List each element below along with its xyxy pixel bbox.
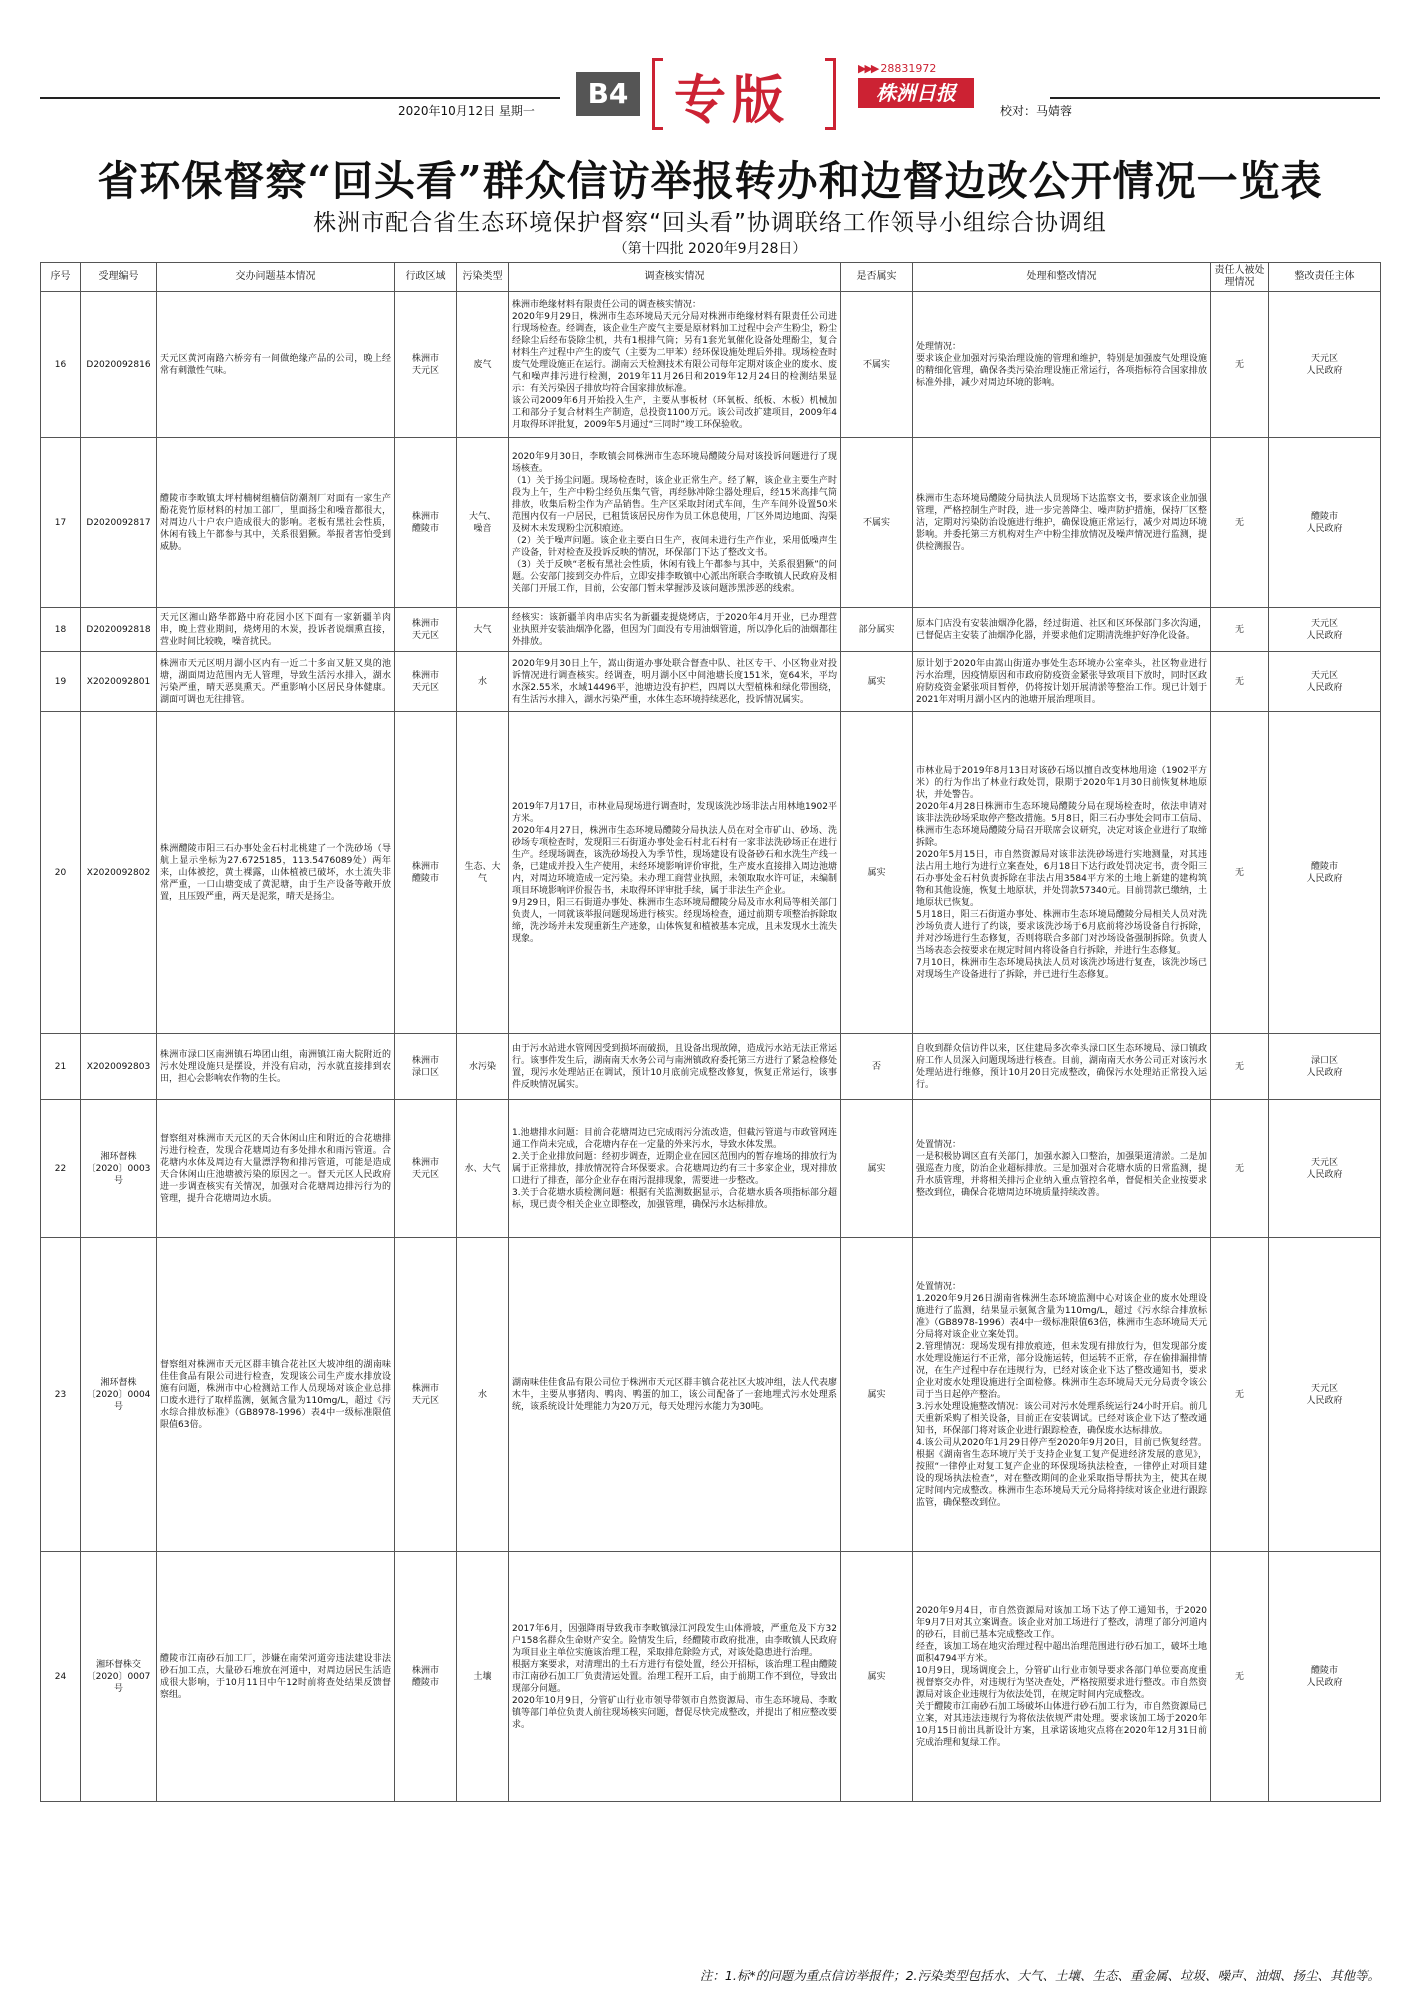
row-type-cell — [457, 712, 509, 1034]
row-owner: 天元区 人民政府 — [1306, 1157, 1343, 1180]
issue-date: 2020年10月12日 星期一 — [398, 104, 535, 118]
row-no: 19 — [54, 676, 67, 687]
row-issue: 株洲市天元区明月湖小区内有一近二十多亩又脏又臭的池塘，湖面周边范围内无人管理，导致生活污水排入，湖水污染严重，晴天恶臭熏天。严重影响小区居民身体健康。湖面可调也无往排管。 — [160, 658, 391, 705]
row-survey: 2020年9月30日上午，嵩山街道办事处联合督查中队、社区专干、小区物业对投诉情况进行调查核实。经调查，明月湖小区中间池塘长度151米，宽64米，平均水深2.55米，水域14496平，池塘边没有护栏，四周以大型植株和绿化带围绕，有生活污水排入，湖水污染严重，水体生态环境持续恶化，投诉情况属实。 — [512, 658, 837, 705]
row-region-cell — [395, 1034, 457, 1100]
row-type: 水污染 — [468, 1061, 496, 1072]
row-verified: 属实 — [867, 1389, 886, 1400]
row-code-cell — [81, 1100, 157, 1238]
row-owner-cell — [1269, 1100, 1381, 1238]
row-punish-cell — [1211, 438, 1269, 608]
row-handling-cell — [913, 1100, 1211, 1238]
row-issue: 天元区黄河南路六桥旁有一间做绝缘产品的公司，晚上经常有刺激性气味。 — [160, 353, 391, 376]
row-survey-cell — [509, 1238, 841, 1552]
header-survey: 调查核实情况 — [509, 263, 841, 292]
row-issue: 督察组对株洲市天元区的天合休闲山庄和附近的合花塘排污进行检查，发现合花塘周边有多处排水和雨污管道。合花塘内水体及周边有大量漂浮物和排污管道，可能是造成天合休闲山庄池塘被污染的原因之一。督天元区人民政府进一步调查核实有关情况，加强对合花塘周边排污行为的管理，提升合花塘周边水质。 — [160, 1133, 391, 1204]
row-punish: 无 — [1234, 676, 1244, 687]
header-verified: 是否属实 — [841, 263, 913, 292]
row-survey: 经核实：该新疆羊肉串店实名为新疆麦提烧烤店，于2020年4月开业，已办理营业执照并安装油烟净化器，但因为门面没有专用油烟管道，所以净化后的油烟都往外排放。 — [512, 612, 837, 647]
row-type: 大气 — [473, 624, 492, 635]
row-owner-cell — [1269, 608, 1381, 652]
row-survey: 湖南味佳佳食品有限公司位于株洲市天元区群丰镇合花社区大坡冲组，法人代表廖木牛，主要从事猪肉、鸭肉、鸭蛋的加工，该公司配备了一套地埋式污水处理系统，该系统设计处理能力为20万元，每天处理污水能力为30吨。 — [512, 1377, 837, 1412]
section-name: 专版 — [674, 70, 791, 131]
row-region: 株洲市 天元区 — [411, 1157, 439, 1180]
row-survey-cell — [509, 1552, 841, 1802]
row-owner: 醴陵市 人民政府 — [1306, 1665, 1343, 1688]
row-survey-cell — [509, 292, 841, 438]
row-region-cell — [395, 1238, 457, 1552]
table-row — [41, 438, 1381, 608]
row-code-cell — [81, 1238, 157, 1552]
row-handling: 株洲市生态环境局醴陵分局执法人员现场下达监察文书，要求该企业加强管理，严格控制生产时段，进一步完善降尘、噪声防护措施，保持厂区整洁，定期对污染防治设施进行维护，确保设施正常运行，减少对周边环境影响。并委托第三方机构对生产中粉尘排放情况及噪声情况进行监测，提供检测报告。 — [916, 493, 1207, 552]
table-row — [41, 292, 1381, 438]
masthead-rule-right — [1050, 97, 1380, 99]
row-survey: 株洲市绝缘材料有限责任公司的调查核实情况： 2020年9月29日，株洲市生态环境局天元分局对株洲市绝缘材料有限责任公司进行现场检查。经调查，该企业生产废气主要是原材料加工过程中会产生粉尘，粉尘经除尘后经布袋除尘机，共有1根排气筒；另有1套光氧催化设备处理酚尘，复合材料生产过程中产生的废气（主要为二甲苯）经环保设施处理后外排。现场检查时废气处理设施正在运行。湖南云天检测技术有限公司每年定期对该企业的废水、废气和噪声排污进行检测，2019年11月26日和2019年12月24日的检测结果显示：有关污染因子排放均符合国家排放标准。 该公司2009年6月开始投入生产，主要从事板材（环氧板、纸板、木板）机械加工和部分子复合材料生产制造，总投资1100万元。该公司改扩建项目，2009年4月取得环评批复，2009年5月通过“三同时”竣工环保验收。 — [512, 299, 837, 430]
row-code: X2020092801 — [86, 676, 151, 687]
row-verified-cell — [841, 1034, 913, 1100]
row-region-cell — [395, 438, 457, 608]
row-survey-cell — [509, 438, 841, 608]
row-code: X2020092803 — [86, 1061, 151, 1072]
row-owner: 天元区 人民政府 — [1306, 670, 1343, 693]
masthead-rule-left — [40, 97, 560, 99]
table-row — [41, 1100, 1381, 1238]
row-no-cell — [41, 292, 81, 438]
row-owner-cell — [1269, 712, 1381, 1034]
row-handling-cell — [913, 712, 1211, 1034]
row-verified: 属实 — [867, 676, 886, 687]
row-survey: 2017年6月，因强降雨导致我市李畋镇渌江河段发生山体滑坡，严重危及下方32户158名群众生命财产安全。险情发生后，经醴陵市政府批准，由李畋镇人民政府为项目业主单位实施该治理工程，采取排危除险方式，对该处隐患进行治理。 根据方案要求，对清理出的土石方进行有偿处置，经公开招标，该治理工程由醴陵市江南砂石加工厂负责清运处置。治理工程开工后，由于前期工作不到位，导致出现部分问题。 2020年10月9日，分管矿山行业市领导带领市自然资源局、市生态环境局、李畋镇等部门单位负责人前往现场核实问题，督促尽快完成整改，并提出了相应整改要求。 — [512, 1623, 837, 1730]
row-punish-cell — [1211, 608, 1269, 652]
row-verified: 属实 — [867, 1163, 886, 1174]
row-code-cell — [81, 1034, 157, 1100]
row-issue-cell — [157, 1238, 395, 1552]
row-type: 水 — [477, 1389, 487, 1400]
row-region-cell — [395, 1100, 457, 1238]
row-verified-cell — [841, 712, 913, 1034]
row-handling: 处置情况： 一是积极协调区直有关部门，加强水源入口整治，加强渠道清淤。二是加强巡查力度，防治企业超标排放。三是加强对合花塘水质的日常监测，提升水质管理，并将相关排污企业纳入重点管控名单，督促相关企业按要求整改到位，确保合花塘周边环境质量持续改善。 — [916, 1139, 1207, 1198]
row-handling: 原计划于2020年由嵩山街道办事处生态环境办公室牵头，社区物业进行污水治理，因疫情原因和市政府防疫资金紧张导致项目下放时，同时区政府防疫资金紧张项目暂停，仍将按计划开展清淤等整治工作。现已计划于2021年对明月湖小区内的池塘开展治理项目。 — [916, 658, 1207, 705]
row-no-cell — [41, 1100, 81, 1238]
row-punish: 无 — [1234, 359, 1244, 370]
table-header-row — [41, 263, 1381, 292]
row-handling-cell — [913, 1034, 1211, 1100]
row-handling-cell — [913, 438, 1211, 608]
row-region-cell — [395, 608, 457, 652]
page-title: 省环保督察“回头看”群众信访举报转办和边督边改公开情况一览表 — [97, 157, 1323, 205]
page-number: B4 — [576, 72, 640, 116]
row-owner: 天元区 人民政府 — [1306, 1383, 1343, 1406]
row-survey: 2020年9月30日，李畋镇会同株洲市生态环境局醴陵分局对该投诉问题进行了现场核查。 （1）关于扬尘问题。现场检查时，该企业正常生产。经了解，该企业主要生产时段为上午，生产中粉尘经负压集气管，再经脉冲除尘器处理后，经15米高排气筒排放，收集后粉尘作为产品销售。生产区采取封闭式车间，生产车间外设置50米范围内仅有一户居民，已租赁该居民房作为员工休息使用，厂区外周边地面、沟渠及树木未发现粉尘沉积痕迹。 （2）关于噪声问题。该企业主要白日生产，夜间未进行生产作业，采用低噪声生产设备，针对检查及投诉反映的情况，环保部门下达了整改文书。 （3）关于反映“老板有黑社会性质，休闲有钱上午都参与其中，关系很猖獗”的问题。公安部门接到交办件后，立即安排李畋镇中心派出所联合李畋镇人民政府及相关部门开展工作，目前，公安部门暂未掌握涉及该问题涉黑涉恶的线索。 — [512, 451, 837, 594]
row-issue: 醴陵市李畋镇太坪村楠树组楠信防潮剂厂对面有一家生产酚花瓷竹原材料的村加工部厂，里面扬尘和噪音都很大，对周边八十户农户造成很大的影响。老板有黑社会性质，休闲有钱上午都参与其中，关系很猖獗。举报者害怕受到威胁。 — [160, 493, 391, 552]
footnote: 注：1.标*的问题为重点信访举报件；2.污染类型包括水、大气、土壤、生态、重金属、垃圾、噪声、油烟、扬尘、其他等。 — [699, 1968, 1380, 1983]
row-survey-cell — [509, 608, 841, 652]
row-verified: 否 — [871, 1061, 881, 1072]
table-body — [41, 292, 1381, 1802]
row-punish-cell — [1211, 652, 1269, 712]
row-code: D2020092816 — [86, 359, 151, 370]
row-verified-cell — [841, 292, 913, 438]
row-issue-cell — [157, 292, 395, 438]
row-type-cell — [457, 608, 509, 652]
row-issue: 株洲醴陵市阳三石办事处金石村北桃建了一个洗砂场（导航上显示坐标为27.6725185，113.5476089处）两年来，山体被挖，黄土裸露，山体植被已破坏，水土流失非常严重，一口山塘变成了黄泥塘，由于生产设备等敞开放置，且压毁严重，两天是泥浆，晴天是扬尘。 — [160, 843, 391, 902]
row-survey-cell — [509, 712, 841, 1034]
row-region: 株洲市 醴陵市 — [411, 1665, 439, 1688]
row-handling-cell — [913, 608, 1211, 652]
row-verified: 部分属实 — [858, 624, 895, 635]
row-no-cell — [41, 1238, 81, 1552]
header-handling: 处理和整改情况 — [913, 263, 1211, 292]
row-region-cell — [395, 712, 457, 1034]
row-no: 17 — [54, 517, 67, 528]
row-owner: 醴陵市 人民政府 — [1306, 511, 1343, 534]
row-no: 23 — [54, 1389, 67, 1400]
row-issue: 株洲市渌口区南洲镇石埠团山组，南洲镇江南大院附近的污水处理设施只是摆设，并没有启动，污水就直接排到农田，担心会影响农作物的生长。 — [160, 1049, 391, 1084]
row-type-cell — [457, 292, 509, 438]
row-issue-cell — [157, 1552, 395, 1802]
row-region: 株洲市 醴陵市 — [411, 861, 439, 884]
header-region: 行政区域 — [395, 263, 457, 292]
row-code-cell — [81, 652, 157, 712]
row-region: 株洲市 天元区 — [411, 618, 439, 641]
row-verified-cell — [841, 1100, 913, 1238]
row-no: 20 — [54, 867, 67, 878]
row-issue-cell — [157, 608, 395, 652]
row-code: 湘环督株交 〔2020〕0007 号 — [86, 1659, 151, 1694]
row-type-cell — [457, 652, 509, 712]
row-punish-cell — [1211, 712, 1269, 1034]
header-issue: 交办问题基本情况 — [157, 263, 395, 292]
row-issue-cell — [157, 652, 395, 712]
row-no: 21 — [54, 1061, 67, 1072]
row-no: 18 — [54, 624, 67, 635]
table-row — [41, 1034, 1381, 1100]
newspaper-logo: 株洲日报 — [858, 78, 974, 108]
row-punish-cell — [1211, 1034, 1269, 1100]
row-handling: 处置情况： 1.2020年9月26日湖南省株洲生态环境监测中心对该企业的废水处理设施进行了监测，结果显示氨氮含量为110mg/L，超过《污水综合排放标准》（GB8978-1996）表4中一级标准限值63倍，株洲市生态环境局天元分局将对该企业立案处罚。 2.管理情况：现场发现有排放痕迹，但未发现有排放行为，但发现部分废水处理设施运行不正常，部分设施运转，但运转不正常，存在偷排漏排情况，在生产过程中存在违规行为，已经对该企业下达了整改通知书，要求企业对废水处理设施进行全面检修。株洲市生态环境局天元分局责令该公司于当日起停产整治。 3.污水处理设施整改情况：该公司对污水处理系统运行24小时开启。前几天重新采购了相关设备，目前正在安装调试。已经对该企业下达了整改通知书，环保部门将对该企业进行跟踪检查，确保废水达标排放。 4.该公司从2020年1月29日停产至2020年9月20日，目前已恢复经营。根据《湖南省生态环境厅关于支持企业复工复产促进经济发展的意见》，按照“一律停止对复工复产企业的环保现场执法检查，一律停止对项目建设的现场执法检查”，对在整改期间的企业采取指导帮扶为主，使其在规定时间内完成整改。株洲市生态环境局天元分局将持续对该企业进行跟踪监管，确保整改到位。 — [916, 1281, 1207, 1508]
header-owner: 整改责任主体 — [1269, 263, 1381, 292]
row-region-cell — [395, 1552, 457, 1802]
row-no: 22 — [54, 1163, 67, 1174]
row-code: 湘环督株 〔2020〕0003号 — [86, 1151, 151, 1186]
row-region: 株洲市 渌口区 — [411, 1055, 439, 1078]
row-owner-cell — [1269, 1034, 1381, 1100]
hotline-number: 28831972 — [880, 62, 937, 75]
row-region: 株洲市 天元区 — [411, 1383, 439, 1406]
header-no: 序号 — [41, 263, 81, 292]
batch-info: （第十四批 2020年9月28日） — [613, 241, 807, 257]
row-survey-cell — [509, 1100, 841, 1238]
row-punish: 无 — [1234, 1163, 1244, 1174]
row-code: D2020092818 — [86, 624, 151, 635]
row-owner: 天元区 人民政府 — [1306, 618, 1343, 641]
row-verified: 属实 — [867, 867, 886, 878]
row-no-cell — [41, 712, 81, 1034]
table-row — [41, 712, 1381, 1034]
row-region: 株洲市 天元区 — [411, 670, 439, 693]
row-type: 生态、大 气 — [464, 861, 501, 884]
row-code-cell — [81, 438, 157, 608]
row-code-cell — [81, 608, 157, 652]
row-handling-cell — [913, 652, 1211, 712]
row-no-cell — [41, 1552, 81, 1802]
row-owner-cell — [1269, 292, 1381, 438]
row-no: 16 — [54, 359, 67, 370]
row-region: 株洲市 醴陵市 — [411, 511, 439, 534]
arrows-icon: ▶▶▶ — [858, 62, 878, 75]
row-region: 株洲市 天元区 — [411, 353, 439, 376]
row-punish-cell — [1211, 292, 1269, 438]
table-row — [41, 1238, 1381, 1552]
row-owner-cell — [1269, 652, 1381, 712]
row-verified-cell — [841, 608, 913, 652]
row-issue: 督察组对株洲市天元区群丰镇合花社区大坡冲组的湖南味佳佳食品有限公司进行检查，发现该公司生产废水排放设施有问题，株洲市中心检测站工作人员现场对该企业总排口废水进行了取样监测，氨氮含量为110mg/L，超过《污水综合排放标准》（GB8978-1996）表4中一级标准限值限值63倍。 — [160, 1359, 391, 1430]
row-issue-cell — [157, 1100, 395, 1238]
row-type-cell — [457, 1552, 509, 1802]
row-type-cell — [457, 438, 509, 608]
row-type: 水 — [477, 676, 487, 687]
section-bracket-left — [652, 58, 663, 130]
header-code: 受理编号 — [81, 263, 157, 292]
row-type: 土壤 — [473, 1671, 492, 1682]
row-type: 废气 — [473, 359, 492, 370]
row-punish-cell — [1211, 1238, 1269, 1552]
row-verified: 不属实 — [862, 517, 890, 528]
row-issue-cell — [157, 712, 395, 1034]
row-no-cell — [41, 1034, 81, 1100]
report-table — [40, 262, 1381, 1802]
row-type-cell — [457, 1100, 509, 1238]
row-code-cell — [81, 292, 157, 438]
table-row — [41, 652, 1381, 712]
row-no-cell — [41, 608, 81, 652]
row-code: X2020092802 — [86, 867, 151, 878]
row-issue: 醴陵市江南砂石加工厂，涉嫌在南荣河道旁违法建设非法砂石加工点，大量砂石堆放在河道中，对周边居民生活造成很大影响，于10月11日中午12时前将查处结果反馈督察组。 — [160, 1653, 391, 1700]
row-handling: 2020年9月4日，市自然资源局对该加工场下达了停工通知书，于2020年9月7日对其立案调查。该企业对加工场进行了整改，清理了部分河道内的砂石，目前已基本完成整改工作。 经查，该加工场在地灾治理过程中超出治理范围进行砂石加工，破坏土地面积4794平方米。 10月9日，现场调度会上，分管矿山行业市领导要求各部门单位要高度重视督察交办件，对违规行为坚决查处，严格按照要求进行整改。市自然资源局对该企业违规行为依法处罚，在规定时间内完成整改。 关于醴陵市江南砂石加工场破坏山体进行砂石加工行为，市自然资源局已立案，对其违法违规行为将依法依规严肃处理。要求该加工场于2020年10月15日前出具新设计方案，且承诺该地灾点将在2020年12月31日前完成治理和复绿工作。 — [916, 1605, 1207, 1748]
row-verified-cell — [841, 652, 913, 712]
table-row — [41, 608, 1381, 652]
row-issue-cell — [157, 1034, 395, 1100]
row-owner: 渌口区 人民政府 — [1306, 1055, 1343, 1078]
row-handling-cell — [913, 1238, 1211, 1552]
row-code-cell — [81, 712, 157, 1034]
row-survey: 1.池塘排水问题：目前合花塘周边已完成雨污分流改造，但截污管道与市政管网连通工作尚未完成，合花塘内存在一定量的外来污水，导致水体发黑。 2.关于企业排放问题：经初步调查，近期企业在园区范围内的暂存堆场的排放行为属于正常排放，排放情况符合环保要求。合花塘周边约有三十多家企业，现对排放口进行了排查，部分企业存在雨污混排现象，需要进一步整改。 3.关于合花塘水质检测问题：根据有关监测数据显示，合花塘水质各项指标部分超标，现已责令相关企业立即整改，加强管理，确保污水达标排放。 — [512, 1127, 837, 1210]
row-issue-cell — [157, 438, 395, 608]
row-verified-cell — [841, 1238, 913, 1552]
table-row — [41, 1552, 1381, 1802]
row-punish: 无 — [1234, 1389, 1244, 1400]
row-handling: 自收到群众信访件以来，区住建局多次牵头渌口区生态环境局、渌口镇政府工作人员深入问题现场进行核查。目前，湖南南天水务公司正对该污水处理站进行维修，预计10月20日完成整改，确保污水处理站正常投入运行。 — [916, 1043, 1207, 1090]
row-punish: 无 — [1234, 867, 1244, 878]
row-verified: 属实 — [867, 1671, 886, 1682]
page-subtitle: 株洲市配合省生态环境保护督察“回头看”协调联络工作领导小组综合协调组 — [313, 210, 1107, 236]
row-owner: 天元区 人民政府 — [1306, 353, 1343, 376]
row-handling: 市林业局于2019年8月13日对该砂石场以擅自改变林地用途（1902平方米）的行为作出了林业行政处罚，限期于2020年1月30日前恢复林地原状，并处警告。 2020年4月28日株洲市生态环境局醴陵分局在现场检查时，依法申请对该非法洗砂场采取停产整改措施。5月8日，阳三石办事处会同市工信局、株洲市生态环境局醴陵分局召开联席会议研究，决定对该企业进行了取缔拆除。 2020年5月15日，市自然资源局对该非法洗砂场进行实地测量，对其违法占用土地行为进行立案查处，6月18日下达行政处罚决定书，责令阳三石办事处金石村负责拆除在非法占用3584平方米的土地上新建的建构筑物和其他设施，恢复土地原状，并处罚款57340元。目前罚款已缴纳，土地原状已恢复。 5月18日，阳三石街道办事处、株洲市生态环境局醴陵分局相关人员对洗沙场负责人进行了约谈，要求该洗沙场于6月底前将沙场设备自行拆除，并对沙场进行生态修复，否则将联合多部门对沙场设备强制拆除。负责人当场表态会按要求在规定时间内将设备自行拆除，并进行生态修复。 7月10日，株洲市生态环境局执法人员对该洗沙场进行复查，该洗沙场已对现场生产设备进行了拆除，并已进行生态修复。 — [916, 765, 1207, 980]
proofreader: 校对：马婧蓉 — [1000, 104, 1073, 118]
row-handling: 处理情况： 要求该企业加强对污染治理设施的管理和维护，特别是加强废气处理设施的精细化管理，确保各类污染治理设施正常运行，各项指标符合国家排放标准外排，减少对周边环境的影响。 — [916, 341, 1207, 388]
row-type-cell — [457, 1034, 509, 1100]
row-handling: 原本门店没有安装油烟净化器，经过街道、社区和区环保部门多次沟通，已督促店主安装了油烟净化器，并要求他们定期清洗维护好净化设备。 — [916, 618, 1207, 641]
row-survey-cell — [509, 652, 841, 712]
row-verified-cell — [841, 438, 913, 608]
row-survey: 由于污水站进水管网因受到损坏而破损，且设备出现故障，造成污水站无法正常运行。该事件发生后，湖南南天水务公司与南洲镇政府委托第三方进行了紧急检修处置，现污水处理站正在调试，预计10月底前完成整改修复，恢复正常运行，该事件反映情况属实。 — [512, 1043, 837, 1090]
row-no-cell — [41, 438, 81, 608]
row-owner: 醴陵市 人民政府 — [1306, 861, 1343, 884]
row-owner-cell — [1269, 1552, 1381, 1802]
row-type: 水、大气 — [464, 1163, 501, 1174]
header-type: 污染类型 — [457, 263, 509, 292]
row-verified: 不属实 — [862, 359, 890, 370]
row-type: 大气、 噪音 — [468, 511, 496, 534]
row-code-cell — [81, 1552, 157, 1802]
hotline — [858, 62, 936, 75]
header-punish: 责任人被处理情况 — [1211, 263, 1269, 292]
row-type-cell — [457, 1238, 509, 1552]
row-owner-cell — [1269, 1238, 1381, 1552]
row-owner-cell — [1269, 438, 1381, 608]
row-region-cell — [395, 652, 457, 712]
row-punish-cell — [1211, 1100, 1269, 1238]
row-verified-cell — [841, 1552, 913, 1802]
row-punish-cell — [1211, 1552, 1269, 1802]
row-code: D2020092817 — [86, 517, 151, 528]
row-handling-cell — [913, 1552, 1211, 1802]
row-survey-cell — [509, 1034, 841, 1100]
row-punish: 无 — [1234, 1061, 1244, 1072]
masthead — [40, 52, 1380, 137]
row-code: 湘环督株 〔2020〕0004号 — [86, 1377, 151, 1412]
section-bracket-right — [825, 58, 836, 130]
row-survey: 2019年7月17日，市林业局现场进行调查时，发现该洗沙场非法占用林地1902平方米。 2020年4月27日，株洲市生态环境局醴陵分局执法人员在对全市矿山、砂场、洗砂场专项检查时，发现阳三石街道办事处金石村北石村有一家非法洗砂场正在进行生产。经现场调查，该洗砂场投入为季节性，现场建设有设备砂石和水洗生产线一条，已建成并投入生产使用，未经环境影响评价审批，生产废水直接排入周边池塘内，对周边环境造成一定污染。未办理工商营业执照，未领取取水许可证，未编制项目环境影响评价报告书，未取得环评审批手续，属于非法生产企业。 9月29日，阳三石街道办事处、株洲市生态环境局醴陵分局及市水利局等相关部门负责人，一同就该举报问题现场进行核实。经现场检查，通过前期专项整治拆除取缔，洗沙场并未发现重新生产迹象，山体恢复和植被基本完成，且未发现水土流失现象。 — [512, 801, 837, 944]
row-punish: 无 — [1234, 1671, 1244, 1682]
row-punish: 无 — [1234, 624, 1244, 635]
row-handling-cell — [913, 292, 1211, 438]
row-no-cell — [41, 652, 81, 712]
row-no: 24 — [54, 1671, 67, 1682]
row-punish: 无 — [1234, 517, 1244, 528]
row-region-cell — [395, 292, 457, 438]
row-issue: 天元区湘山路华都路中府花园小区下面有一家新疆羊肉串，晚上营业期间，烧烤用的木炭，投诉者说烟熏直接，营业时间比较晚，噪音扰民。 — [160, 612, 391, 647]
